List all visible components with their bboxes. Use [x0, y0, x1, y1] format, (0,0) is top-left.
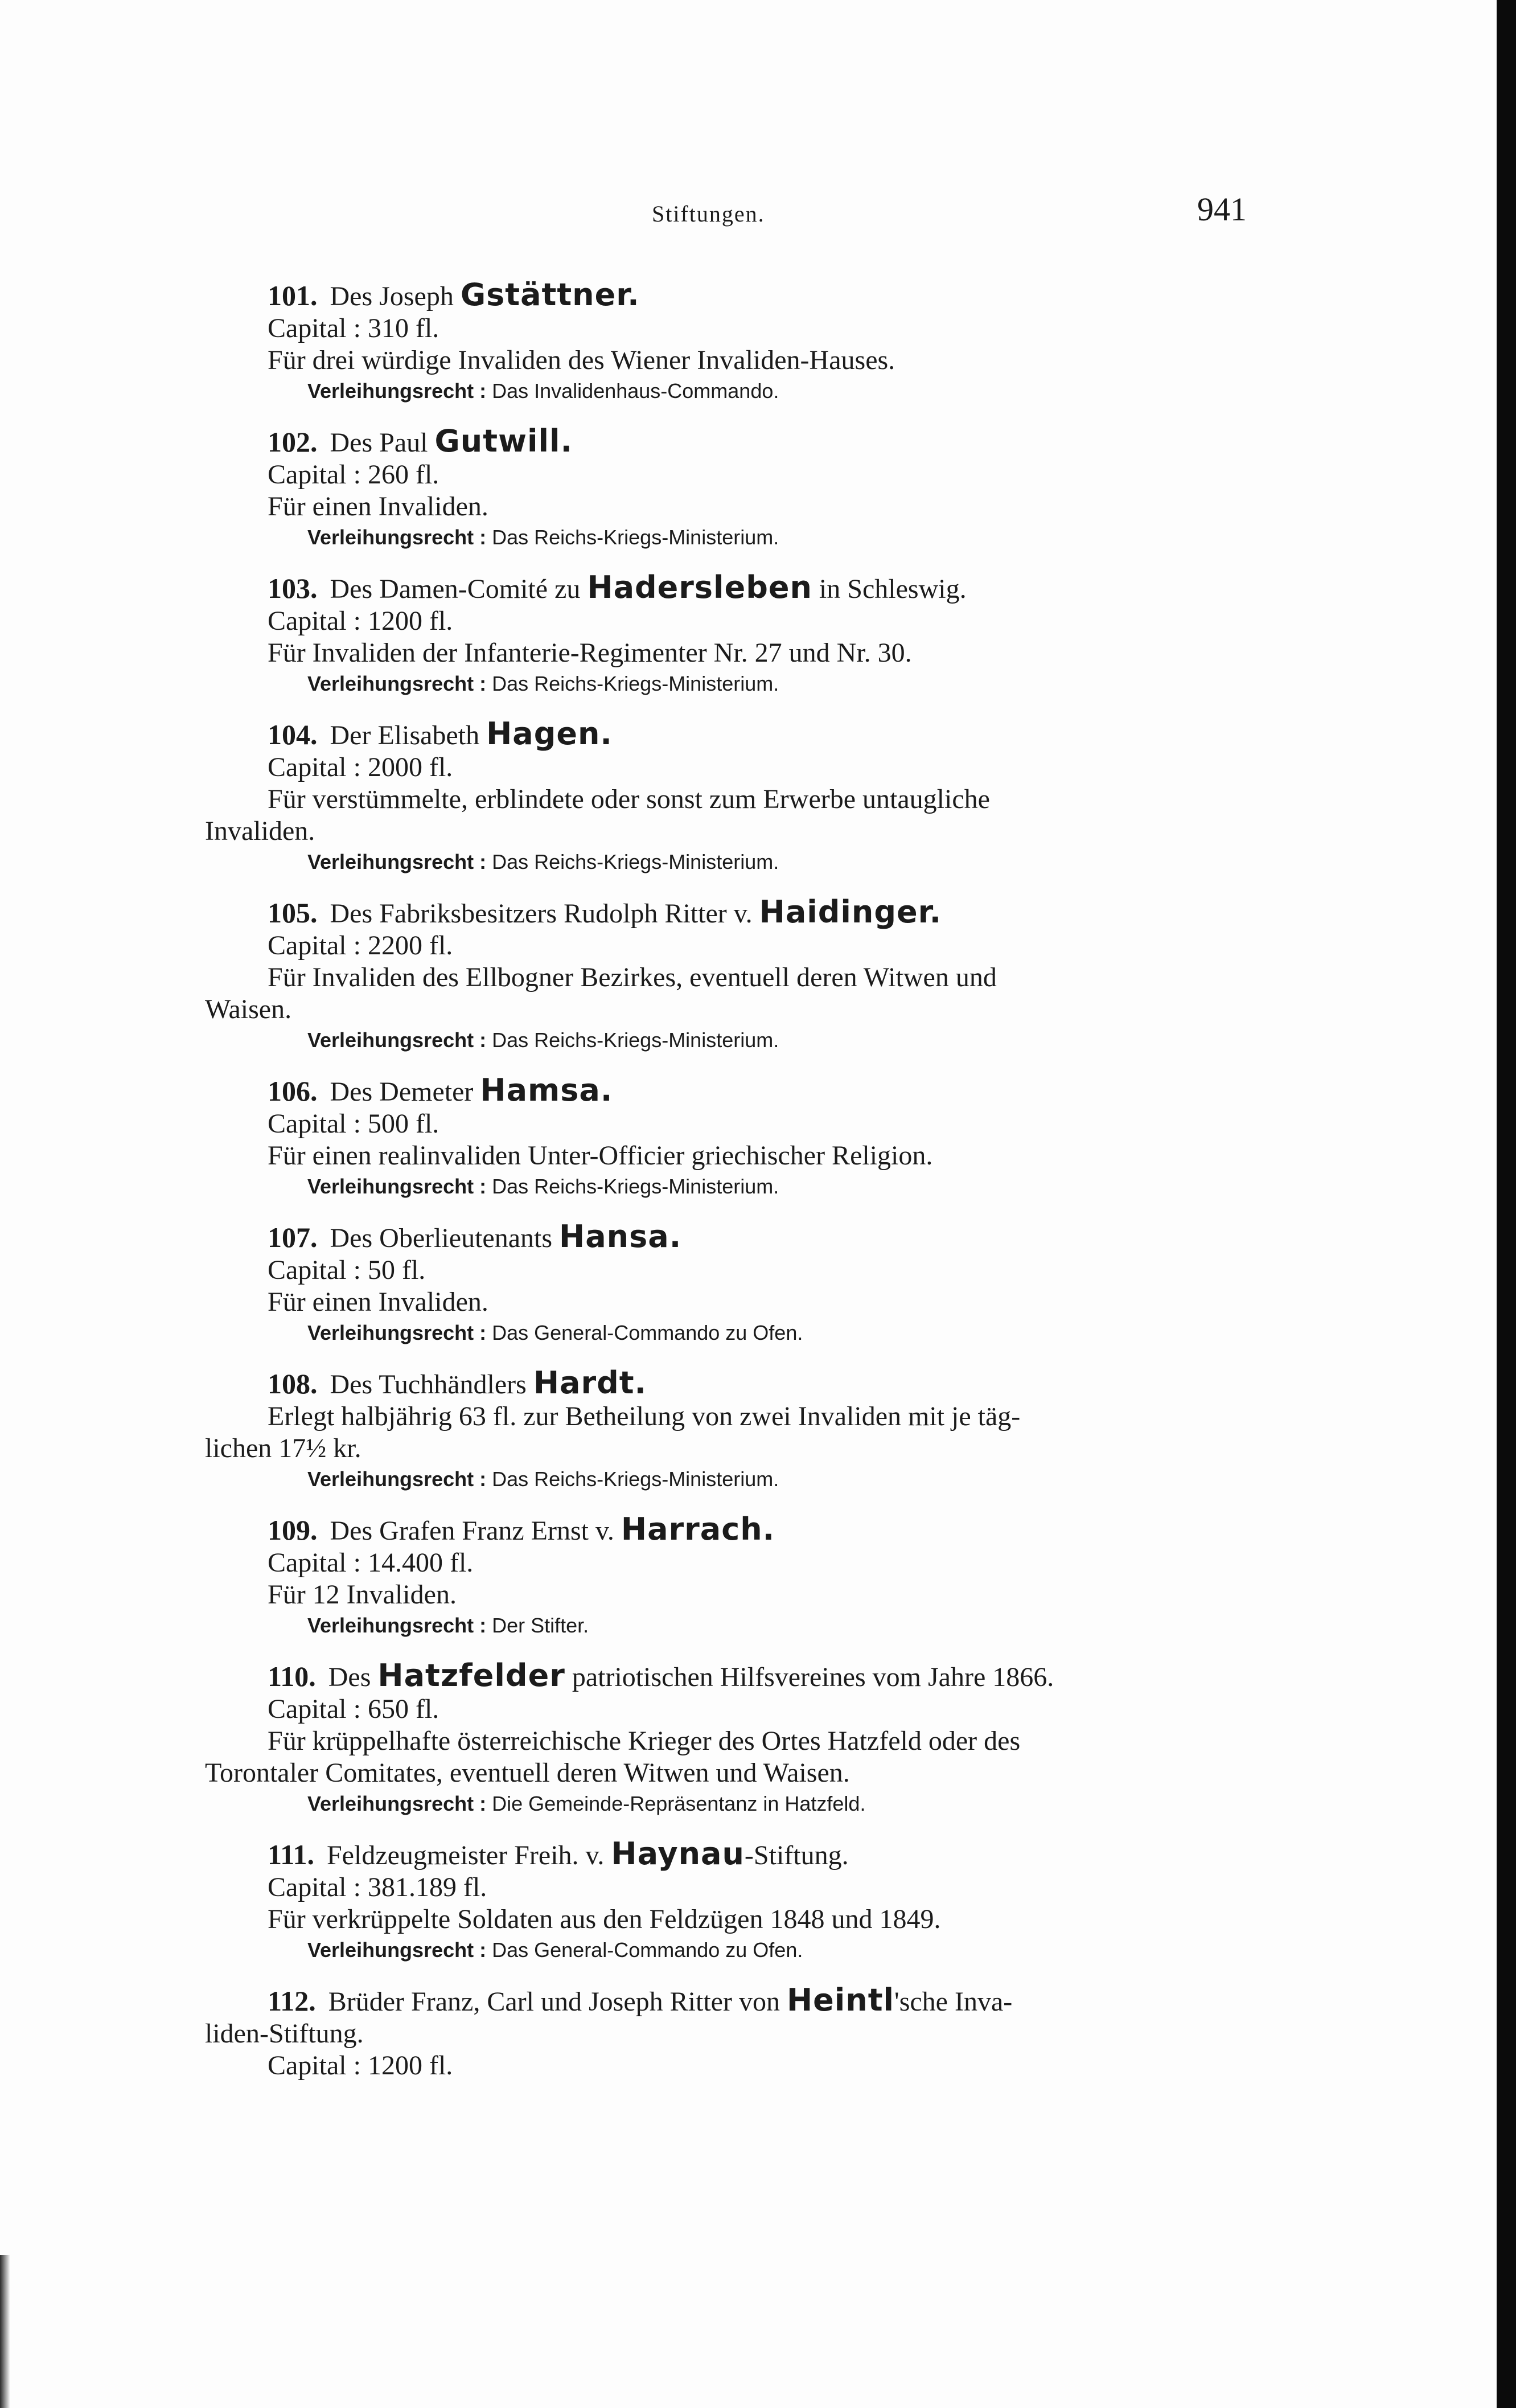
- capital: Capital : 2200 fl.: [268, 930, 453, 961]
- granting-right-value: Das General-Commando zu Ofen.: [492, 1938, 803, 1962]
- entry-heading: [205, 896, 1247, 930]
- granting-right-value: Das General-Commando zu Ofen.: [492, 1321, 803, 1344]
- entry-heading: [205, 1367, 1247, 1401]
- founder-name: Haidinger.: [759, 894, 942, 930]
- founder-name: Hadersleben: [587, 569, 812, 605]
- granting-right-value: Das Reichs-Kriegs-Ministerium.: [492, 1175, 779, 1198]
- purpose: Für einen Invaliden.: [268, 491, 488, 522]
- entry-number: 107.: [268, 1221, 318, 1253]
- entry-heading: [205, 718, 1247, 752]
- granting-right-value: Das Reichs-Kriegs-Ministerium.: [492, 1467, 779, 1491]
- entry-number: 111.: [268, 1839, 314, 1870]
- entry-heading: [205, 279, 1247, 313]
- granting-right: [205, 669, 1247, 699]
- entry-heading: [205, 1074, 1247, 1108]
- granting-right-label: Verleihungsrecht :: [307, 526, 487, 549]
- entry-pre: Des Tuchhändlers: [330, 1369, 527, 1400]
- entry-112: [205, 1984, 1247, 2082]
- document-page: [205, 188, 1247, 2101]
- entry-post: in Schleswig.: [819, 574, 967, 604]
- entry-heading: [205, 425, 1247, 459]
- founder-name: Hardt.: [533, 1365, 647, 1401]
- entry-heading: [205, 1838, 1247, 1872]
- purpose-continuation: lichen 17½ kr.: [205, 1433, 361, 1463]
- founder-name: Hansa.: [559, 1219, 682, 1254]
- purpose: Für einen Invaliden.: [268, 1287, 488, 1317]
- entry-108: [205, 1367, 1247, 1494]
- entry-pre: Des Paul: [330, 428, 428, 458]
- purpose: Für Invaliden der Infanterie-Regimenter Nr. 27 und Nr. 30.: [268, 638, 912, 668]
- entry-pre: Des Joseph: [330, 281, 454, 311]
- granting-right-label: Verleihungsrecht :: [307, 850, 487, 873]
- founder-name: Gstättner.: [460, 277, 640, 313]
- founder-name: Harrach.: [621, 1511, 775, 1547]
- entry-number: 105.: [268, 897, 318, 929]
- heading-continuation: liden-Stiftung.: [205, 2019, 364, 2049]
- entry-103: [205, 569, 1247, 699]
- entry-number: 110.: [268, 1660, 316, 1692]
- entry-post: 'sche Inva-: [894, 1987, 1013, 2017]
- capital: Capital : 1200 fl.: [268, 606, 453, 636]
- granting-right-label: Verleihungsrecht :: [307, 1614, 487, 1637]
- capital: Capital : 650 fl.: [268, 1694, 439, 1724]
- purpose: Für Invaliden des Ellbogner Bezirkes, eventuell deren Witwen und: [268, 962, 997, 992]
- granting-right-label: Verleihungsrecht :: [307, 672, 487, 695]
- capital: Capital : 500 fl.: [268, 1109, 439, 1139]
- founder-name: Haynau: [611, 1836, 745, 1872]
- capital: Capital : 1200 fl.: [268, 2050, 453, 2081]
- capital: Capital : 14.400 fl.: [268, 1548, 474, 1578]
- running-title: Stiftungen.: [652, 201, 765, 227]
- entry-number: 112.: [268, 1985, 316, 2017]
- capital: Capital : 50 fl.: [268, 1255, 426, 1285]
- entry-heading: [205, 1984, 1247, 2018]
- purpose: Für verkrüppelte Soldaten aus den Feldzügen 1848 und 1849.: [268, 1904, 941, 1934]
- entry-number: 106.: [268, 1075, 318, 1107]
- granting-right-value: Das Reichs-Kriegs-Ministerium.: [492, 1028, 779, 1052]
- entry-heading: [205, 1660, 1247, 1693]
- entry-number: 101.: [268, 280, 318, 311]
- granting-right-value: Das Reichs-Kriegs-Ministerium.: [492, 850, 779, 873]
- granting-right-label: Verleihungsrecht :: [307, 1321, 487, 1344]
- founder-name: Hatzfelder: [377, 1658, 565, 1693]
- capital: Capital : 260 fl.: [268, 460, 439, 490]
- purpose: Erlegt halbjährig 63 fl. zur Betheilung von zwei Invaliden mit je täg-: [268, 1401, 1021, 1431]
- granting-right: [205, 1789, 1247, 1819]
- entry-post: patriotischen Hilfsvereines vom Jahre 1866.: [572, 1662, 1054, 1692]
- entry-pre: Des Damen-Comité zu: [330, 574, 581, 604]
- entry-number: 103.: [268, 572, 318, 604]
- purpose: Für einen realinvaliden Unter-Officier griechischer Religion.: [268, 1141, 933, 1171]
- founder-name: Hamsa.: [480, 1072, 613, 1108]
- granting-right: [205, 1935, 1247, 1965]
- entry-pre: Der Elisabeth: [330, 720, 480, 750]
- entry-pre: Des Oberlieutenants: [330, 1223, 553, 1253]
- granting-right-value: Das Invalidenhaus-Commando.: [492, 379, 779, 403]
- entry-number: 104.: [268, 719, 318, 750]
- granting-right: [205, 1172, 1247, 1201]
- entry-pre: Feldzeugmeister Freih. v.: [326, 1840, 605, 1870]
- granting-right-label: Verleihungsrecht :: [307, 1175, 487, 1198]
- entry-106: [205, 1074, 1247, 1201]
- granting-right: [205, 523, 1247, 552]
- granting-right-label: Verleihungsrecht :: [307, 1467, 487, 1491]
- entry-110: [205, 1660, 1247, 1819]
- capital: Capital : 381.189 fl.: [268, 1872, 487, 1902]
- granting-right-value: Die Gemeinde-Repräsentanz in Hatzfeld.: [492, 1792, 866, 1815]
- entry-heading: [205, 1513, 1247, 1547]
- granting-right: [205, 1318, 1247, 1348]
- entry-number: 109.: [268, 1514, 318, 1546]
- entry-pre: Des Demeter: [330, 1077, 474, 1107]
- entry-111: [205, 1838, 1247, 1965]
- purpose-continuation: Torontaler Comitates, eventuell deren Witwen und Waisen.: [205, 1758, 850, 1788]
- entry-pre: Des Grafen Franz Ernst v.: [330, 1516, 614, 1546]
- entry-pre: Brüder Franz, Carl und Joseph Ritter von: [328, 1987, 780, 2017]
- scan-border-right: [1497, 0, 1516, 2408]
- purpose: Für verstümmelte, erblindete oder sonst zum Erwerbe untaugliche: [268, 784, 990, 814]
- founder-name: Gutwill.: [434, 423, 573, 459]
- granting-right: [205, 1025, 1247, 1055]
- granting-right-value: Der Stifter.: [492, 1614, 589, 1637]
- founder-name: Heintl: [786, 1982, 895, 2018]
- entry-107: [205, 1221, 1247, 1348]
- entry-heading: [205, 569, 1247, 605]
- entry-102: [205, 425, 1247, 552]
- granting-right: [205, 376, 1247, 406]
- entry-post: -Stiftung.: [744, 1840, 849, 1870]
- granting-right-label: Verleihungsrecht :: [307, 1938, 487, 1962]
- capital: Capital : 2000 fl.: [268, 752, 453, 782]
- purpose: Für drei würdige Invaliden des Wiener Invaliden-Hauses.: [268, 345, 895, 375]
- page-number: 941: [1197, 191, 1247, 228]
- granting-right-value: Das Reichs-Kriegs-Ministerium.: [492, 526, 779, 549]
- granting-right: [205, 1611, 1247, 1640]
- granting-right: [205, 847, 1247, 877]
- granting-right-value: Das Reichs-Kriegs-Ministerium.: [492, 672, 779, 695]
- entry-109: [205, 1513, 1247, 1640]
- scan-border-left: [0, 2255, 10, 2408]
- granting-right-label: Verleihungsrecht :: [307, 1028, 487, 1052]
- capital: Capital : 310 fl.: [268, 313, 439, 343]
- purpose-continuation: Waisen.: [205, 994, 292, 1024]
- granting-right-label: Verleihungsrecht :: [307, 1792, 487, 1815]
- running-head: [205, 188, 1247, 239]
- entry-105: [205, 896, 1247, 1055]
- purpose-continuation: Invaliden.: [205, 816, 315, 846]
- entry-number: 108.: [268, 1368, 318, 1400]
- founder-name: Hagen.: [486, 716, 613, 752]
- entry-104: [205, 718, 1247, 877]
- entry-101: [205, 279, 1247, 406]
- granting-right: [205, 1465, 1247, 1494]
- entry-pre: Des Fabriksbesitzers Rudolph Ritter v.: [330, 899, 753, 929]
- purpose: Für krüppelhafte österreichische Krieger des Ortes Hatzfeld oder des: [268, 1726, 1021, 1756]
- entry-pre: Des: [328, 1662, 371, 1692]
- entry-number: 102.: [268, 426, 318, 458]
- purpose: Für 12 Invaliden.: [268, 1580, 457, 1610]
- entry-heading: [205, 1221, 1247, 1254]
- granting-right-label: Verleihungsrecht :: [307, 379, 487, 403]
